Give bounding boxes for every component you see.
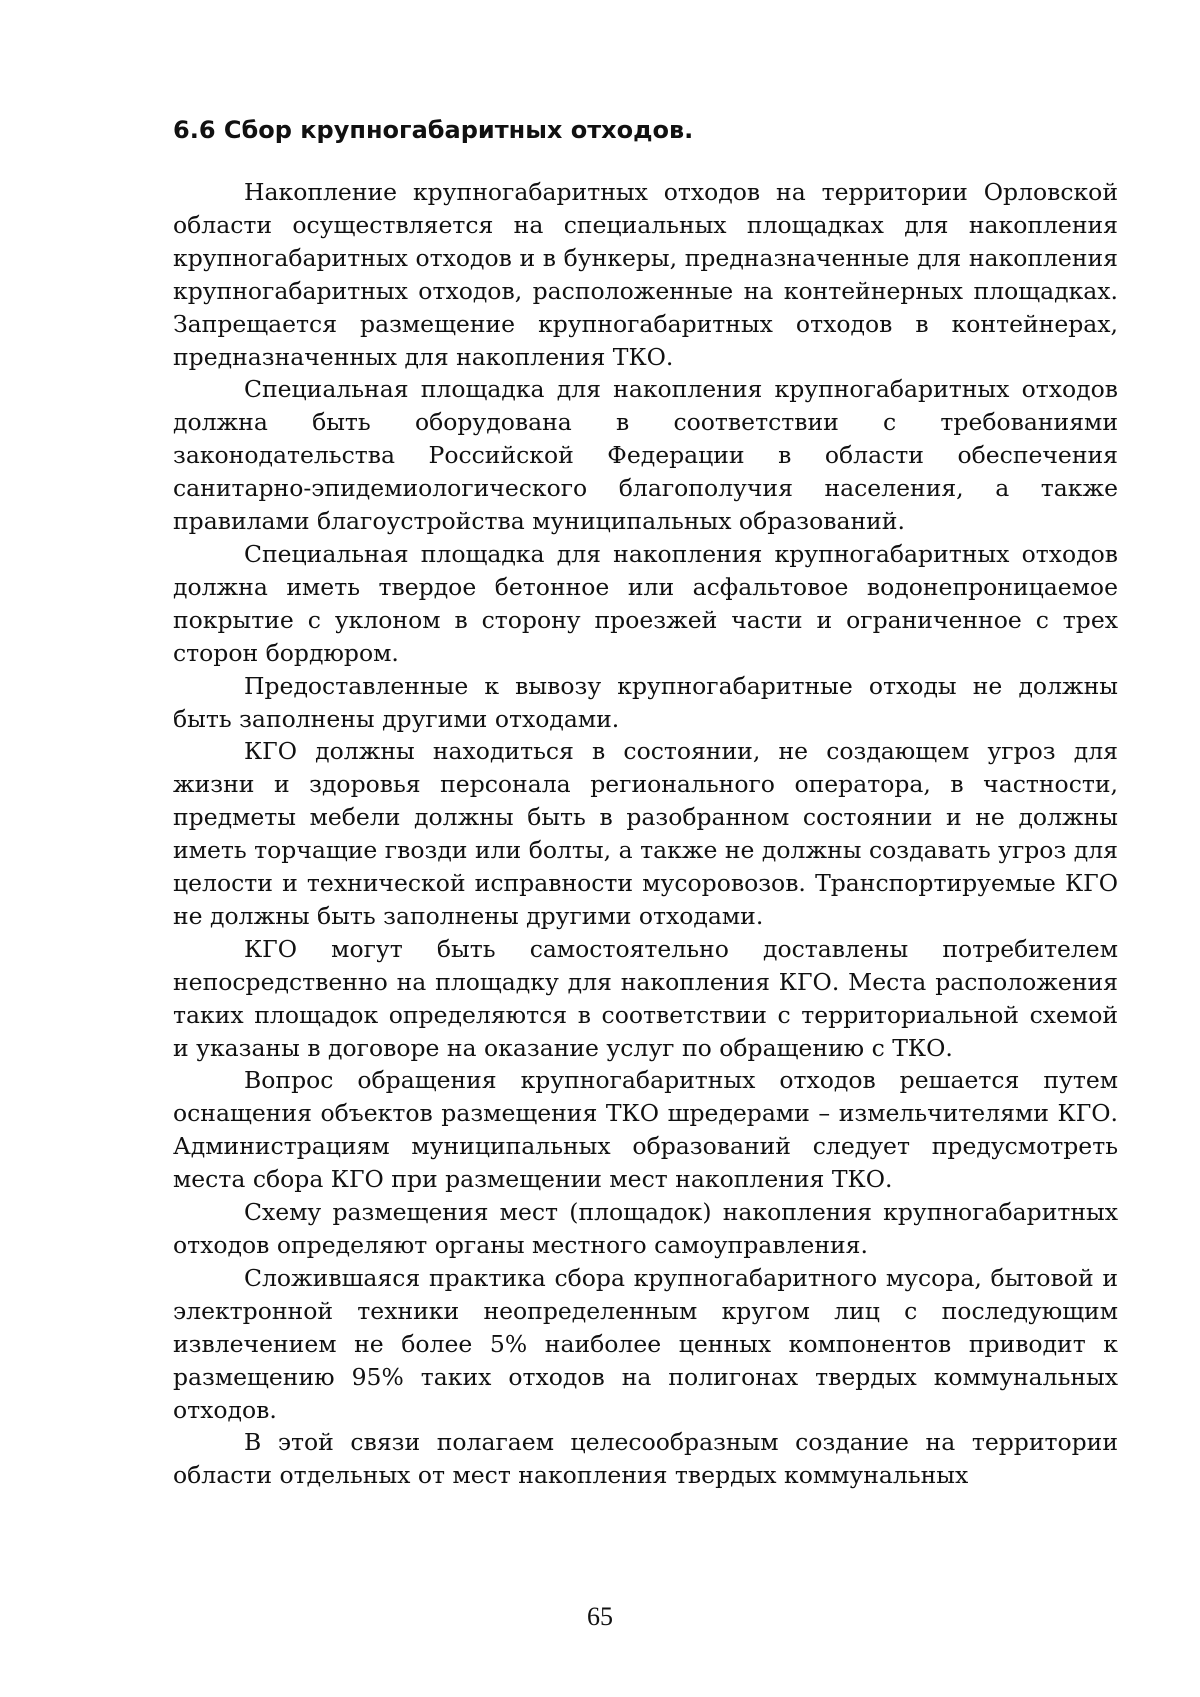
paragraph-6: КГО могут быть самостоятельно доставлены потребителем непосредственно на площадку для накопления КГО. Места расположения таких площадок определяются в соответствии с территориальной схемой и указаны в договоре на оказание услуг по обращению с ТКО.: [173, 934, 1118, 1062]
paragraph-8: Схему размещения мест (площадок) накопления крупногабаритных отходов определяют органы местного самоуправления.: [173, 1198, 1118, 1259]
paragraph-10: В этой связи полагаем целесообразным создание на территории области отдельных от мест накопления твердых коммунальных: [173, 1428, 1118, 1490]
paragraph-4: Предоставленные к вывозу крупногабаритные отходы не должны быть заполнены другими отходами.: [173, 671, 1118, 733]
page-content: [173, 112, 1118, 1492]
paragraph-3: Специальная площадка для накопления крупногабаритных отходов должна иметь твердое бетонное или асфальтовое водонепроницаемое покрытие с уклоном в сторону проезжей части и ограниченное с трех сторон бордюром.: [173, 539, 1118, 667]
section-heading: 6.6 Сбор крупногабаритных отходов.: [173, 116, 694, 144]
paragraph-5: КГО должны находиться в состоянии, не создающем угроз для жизни и здоровья персонала регионального оператора, в частности, предметы мебели должны быть в разобранном состоянии и не должны иметь торчащие гвозди или болты, а также не должны создавать угроз для целости и технической исправности мусоровозов. Транспортируемые КГО не должны быть заполнены другими отходами.: [173, 737, 1118, 930]
paragraph-9: Сложившаяся практика сбора крупногабаритного мусора, бытовой и электронной техники неопределенным кругом лиц с последующим извлечением не более 5% наиболее ценных компонентов приводит к размещению 95% таких отходов на полигонах твердых коммунальных отходов.: [173, 1263, 1118, 1424]
page-number: 65: [587, 1602, 613, 1631]
paragraph-1: Накопление крупногабаритных отходов на территории Орловской области осуществляется на специальных площадках для накопления крупногабаритных отходов и в бункеры, предназначенные для накопления крупногабаритных отходов, расположенные на контейнерных площадках. Запрещается размещение крупногабаритных отходов в контейнерах, предназначенных для накопления ТКО.: [173, 178, 1118, 371]
paragraph-7: Вопрос обращения крупногабаритных отходов решается путем оснащения объектов размещения ТКО шредерами – измельчителями КГО. Администрациям муниципальных образований следует предусмотреть места сбора КГО при размещении мест накопления ТКО.: [173, 1066, 1118, 1194]
paragraph-2: Специальная площадка для накопления крупногабаритных отходов должна быть оборудована в соответствии с требованиями законодательства Российской Федерации в области обеспечения санитарно-эпидемиологического благополучия населения, а также правилами благоустройства муниципальных образований.: [173, 375, 1118, 536]
